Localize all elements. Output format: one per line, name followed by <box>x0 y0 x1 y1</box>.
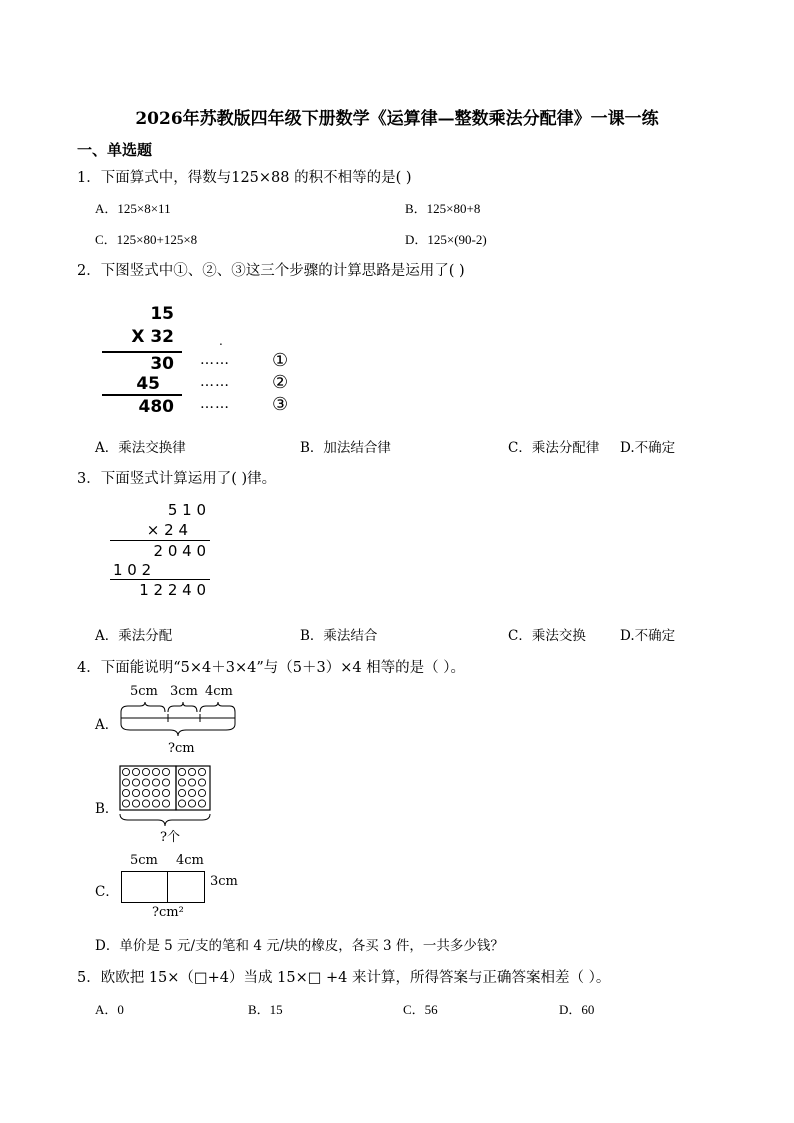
q2-multiplicand: 15 <box>150 304 174 324</box>
q3-partial-1: 2 0 4 0 <box>153 542 206 560</box>
q4-c-side-label: 3cm <box>210 874 238 889</box>
q2-dots-1: …… <box>200 352 230 368</box>
q3-option-d[interactable]: D.不确定 <box>620 628 676 644</box>
grid-dot <box>122 768 129 775</box>
question-2-stem: 2．下图竖式中①、②、③这三个步骤的计算思路是运用了( ) <box>77 263 465 279</box>
grid-dot <box>142 789 149 796</box>
q4-c-total: ?cm² <box>152 905 184 920</box>
grid-dot <box>132 779 139 786</box>
grid-dot <box>198 768 205 775</box>
q4-b-dot-grid <box>118 764 244 836</box>
question-3-stem: 3．下面竖式计算运用了( )律。 <box>77 471 277 487</box>
q5-option-b[interactable]: B．15 <box>248 1002 283 1017</box>
q2-product: 480 <box>138 397 174 417</box>
q1-option-b[interactable]: B．125×80+8 <box>405 201 481 216</box>
grid-dot <box>198 789 205 796</box>
q2-partial-2: 45 <box>136 374 160 394</box>
q3-option-b[interactable]: B．乘法结合 <box>300 628 378 644</box>
grid-dot <box>178 800 185 807</box>
q3-line-2 <box>110 579 210 580</box>
page-title: 2026年苏教版四年级下册数学《运算律—整数乘法分配律》一课一练 <box>135 109 659 129</box>
q2-option-a[interactable]: A．乘法交换律 <box>95 440 186 456</box>
q2-option-b[interactable]: B．加法结合律 <box>300 440 391 456</box>
q2-stray-dot: . <box>219 334 223 348</box>
grid-dot <box>188 779 195 786</box>
q1-option-d[interactable]: D．125×(90-2) <box>405 232 487 247</box>
grid-dot <box>188 768 195 775</box>
q5-option-c[interactable]: C．56 <box>403 1002 438 1017</box>
q3-option-c[interactable]: C．乘法交换 <box>508 628 586 644</box>
q4-b-total: ?个 <box>160 830 180 845</box>
q5-option-d[interactable]: D．60 <box>559 1002 595 1017</box>
q2-dots-3: …… <box>200 396 230 412</box>
question-5-stem: 5．欧欧把 15×（□+4）当成 15×□ +4 来计算，所得答案与正确答案相差（ ）。 <box>77 970 611 986</box>
grid-dot <box>152 768 159 775</box>
grid-dot <box>152 779 159 786</box>
q2-multiplier: X 32 <box>131 327 174 347</box>
grid-dot <box>142 768 149 775</box>
q4-a-total: ?cm <box>168 741 195 756</box>
q5-option-a[interactable]: A．0 <box>95 1002 124 1017</box>
question-4-stem: 4．下面能说明“5×4＋3×4”与（5＋3）×4 相等的是（ ）。 <box>77 660 466 676</box>
q3-multiplier: × 2 4 <box>146 521 188 539</box>
q2-partial-1: 30 <box>150 354 174 374</box>
q4-option-c-letter: C． <box>95 884 119 900</box>
q2-step-3-marker: ③ <box>272 394 289 415</box>
q2-line-1 <box>102 351 182 353</box>
q4-a-segment-diagram <box>118 700 240 740</box>
grid-dot <box>162 768 169 775</box>
q4-option-a-letter: A． <box>95 717 119 733</box>
grid-dot <box>178 779 185 786</box>
grid-dot <box>188 789 195 796</box>
grid-dot <box>162 800 169 807</box>
q4-c-rect-right <box>166 871 205 903</box>
grid-dot <box>198 800 205 807</box>
q4-a-label-4cm: 4cm <box>205 684 233 699</box>
grid-dot <box>178 768 185 775</box>
q2-dots-2: …… <box>200 374 230 390</box>
grid-dot <box>122 779 129 786</box>
q3-line-1 <box>110 540 210 541</box>
q4-c-label-4cm: 4cm <box>176 853 204 868</box>
grid-dot <box>178 789 185 796</box>
q2-step-2-marker: ② <box>272 372 289 393</box>
q2-option-d[interactable]: D.不确定 <box>620 440 676 456</box>
grid-dot <box>162 789 169 796</box>
q2-step-1-marker: ① <box>272 350 289 371</box>
q4-option-b-letter: B． <box>95 801 119 817</box>
q4-c-label-5cm: 5cm <box>130 853 158 868</box>
q2-line-2 <box>102 394 182 396</box>
q3-option-a[interactable]: A．乘法分配 <box>95 628 173 644</box>
q2-option-c[interactable]: C．乘法分配律 <box>508 440 600 456</box>
grid-dot <box>142 779 149 786</box>
q3-product: 1 2 2 4 0 <box>139 581 206 599</box>
q4-a-label-3cm: 3cm <box>170 684 198 699</box>
q3-multiplicand: 5 1 0 <box>167 501 206 519</box>
q3-partial-2: 1 0 2 <box>113 561 152 579</box>
grid-dot <box>132 768 139 775</box>
grid-dot <box>122 789 129 796</box>
grid-dot <box>188 800 195 807</box>
grid-dot <box>162 779 169 786</box>
q4-a-label-5cm: 5cm <box>130 684 158 699</box>
question-1-stem: 1．下面算式中，得数与125×88 的积不相等的是( ) <box>77 170 412 186</box>
q1-option-c[interactable]: C．125×80+125×8 <box>95 232 198 247</box>
grid-dot <box>142 800 149 807</box>
section-heading: 一、单选题 <box>77 141 153 159</box>
grid-dot <box>198 779 205 786</box>
grid-dot <box>152 789 159 796</box>
q4-c-rect-left <box>121 871 168 903</box>
grid-dot <box>122 800 129 807</box>
q1-option-a[interactable]: A．125×8×11 <box>95 201 171 216</box>
grid-dot <box>152 800 159 807</box>
q4-option-d[interactable]: D．单价是 5 元/支的笔和 4 元/块的橡皮，各买 3 件，一共多少钱？ <box>95 938 504 954</box>
grid-dot <box>132 789 139 796</box>
grid-dot <box>132 800 139 807</box>
